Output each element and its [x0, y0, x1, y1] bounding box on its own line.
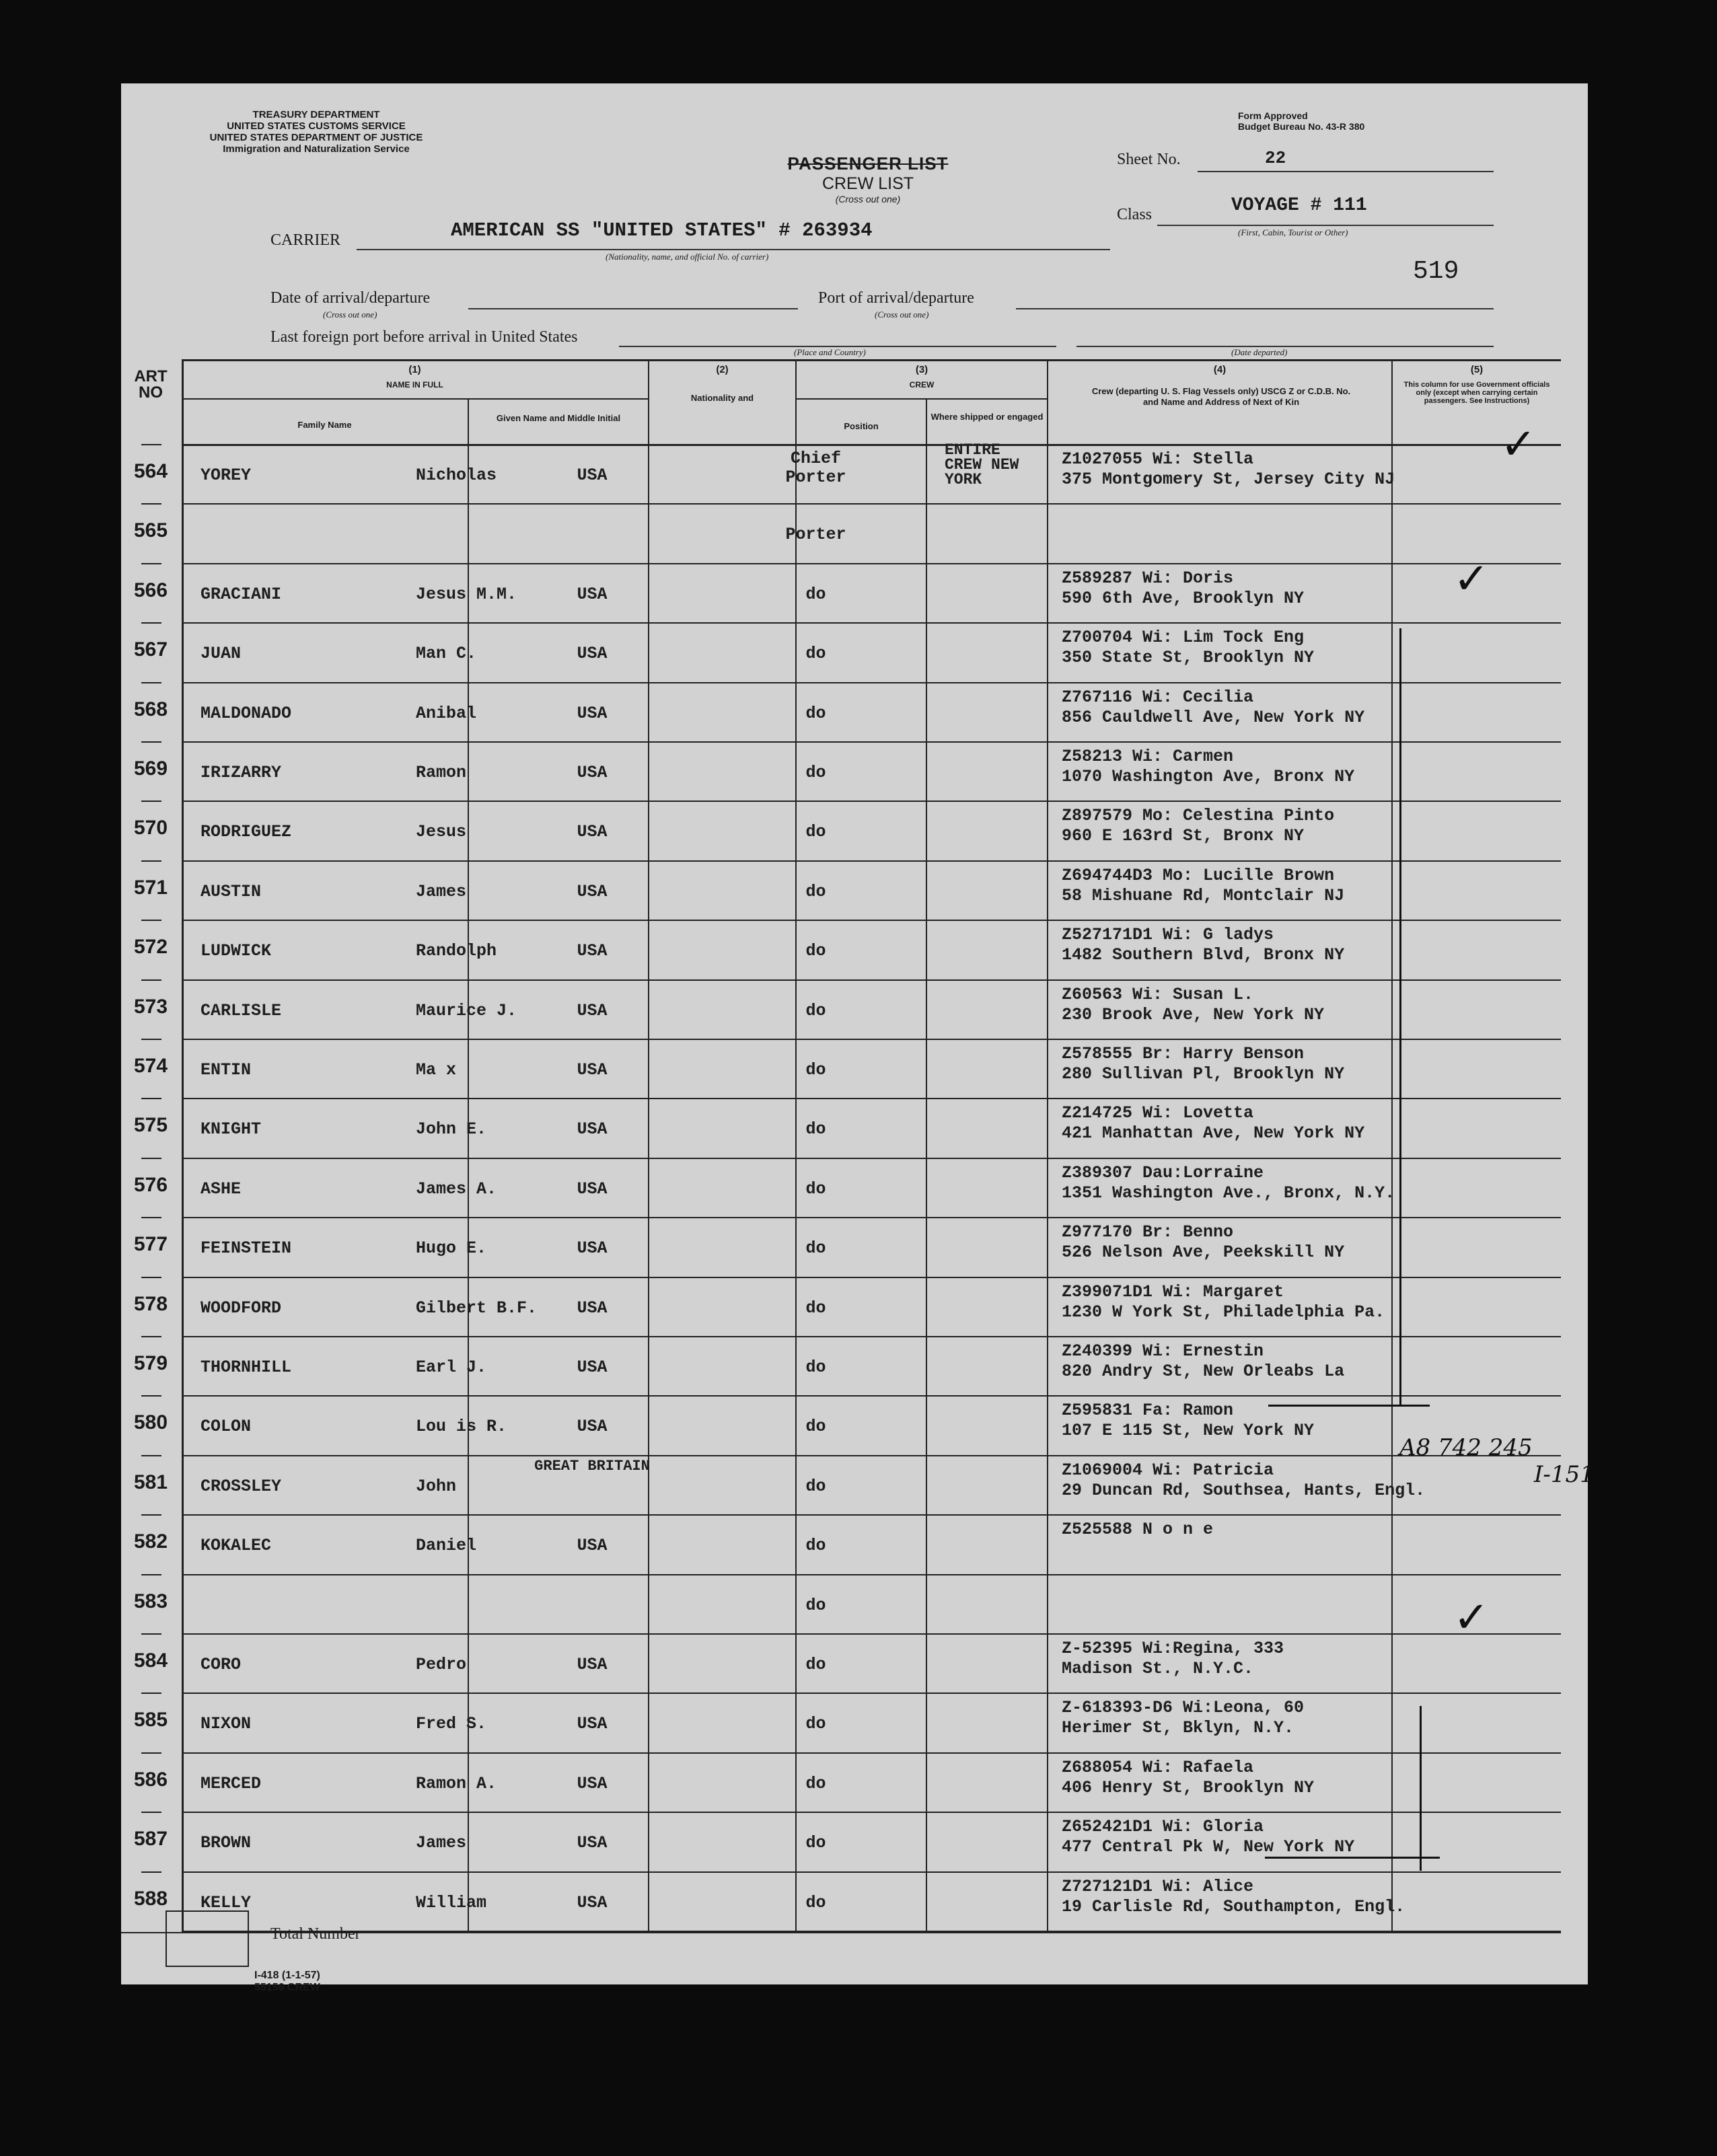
sheet-label: Sheet No.	[1117, 151, 1181, 168]
row-tick	[141, 1158, 161, 1159]
position: do	[805, 1000, 826, 1020]
family-name: ASHE	[200, 1179, 242, 1199]
date-departed-hint: (Date departed)	[1231, 347, 1288, 357]
port-line	[1016, 289, 1494, 309]
stamp-number: 519	[1413, 257, 1459, 286]
position: do	[805, 1476, 826, 1496]
row-number: 583	[133, 1590, 168, 1612]
row-tick	[141, 1514, 161, 1516]
position: do	[805, 763, 826, 782]
nationality-header: Nationality and	[690, 393, 754, 403]
nationality: USA	[577, 763, 608, 782]
given-name: Ma x	[416, 1060, 457, 1080]
passenger-list-struck: PASSENGER LIST	[787, 153, 949, 174]
row-number: 564	[133, 460, 168, 482]
given-name: James	[416, 881, 467, 901]
row-number: 576	[133, 1173, 168, 1196]
crew-id-kin: Z214725 Wi: Lovetta	[1062, 1103, 1254, 1123]
crew-id-kin: Z977170 Br: Benno	[1062, 1222, 1234, 1242]
kin-address: 1351 Washington Ave., Bronx, N.Y.	[1062, 1183, 1395, 1203]
crew-id-kin: Z-618393-D6 Wi:Leona, 60	[1062, 1698, 1305, 1718]
row-rule	[182, 1217, 1561, 1218]
agency-line: UNITED STATES DEPARTMENT OF JUSTICE	[209, 132, 423, 143]
kin-address: Herimer St, Bklyn, N.Y.	[1062, 1718, 1294, 1738]
nationality: USA	[577, 1892, 608, 1912]
position-header: Position	[844, 421, 879, 431]
family-name: RODRIGUEZ	[200, 822, 292, 842]
position: do	[805, 1714, 826, 1734]
given-name: Man C.	[416, 644, 477, 664]
port-label: Port of arrival/departure	[818, 289, 974, 307]
given-name: Randolph	[416, 941, 497, 961]
kin-address: 107 E 115 St, New York NY	[1062, 1421, 1315, 1441]
row-rule	[182, 1336, 1561, 1337]
position: Porter	[785, 525, 846, 545]
kin-address: 421 Manhattan Ave, New York NY	[1062, 1123, 1365, 1144]
kin-address: 29 Duncan Rd, Southsea, Hants, Engl.	[1062, 1480, 1426, 1500]
total-number-label: Total Number	[270, 1925, 361, 1943]
kin-address: 960 E 163rd St, Bronx NY	[1062, 826, 1305, 846]
kin-address: 1070 Washington Ave, Bronx NY	[1062, 767, 1355, 786]
position: do	[805, 1892, 826, 1912]
check-mark-icon: ✓	[1453, 1593, 1490, 1643]
row-number: 581	[133, 1471, 168, 1493]
port-hint: (Cross out one)	[875, 309, 929, 320]
kin-address: Madison St., N.Y.C.	[1062, 1659, 1254, 1678]
row-tick	[141, 1098, 161, 1099]
family-name: KOKALEC	[200, 1536, 272, 1556]
family-name: JUAN	[200, 644, 242, 664]
row-tick	[141, 1693, 161, 1694]
position: do	[805, 1298, 826, 1318]
given-name: Lou is R.	[416, 1417, 507, 1437]
row-rule	[182, 920, 1561, 921]
given-name: Hugo E.	[416, 1238, 487, 1259]
agency-line: UNITED STATES CUSTOMS SERVICE	[227, 120, 406, 132]
carrier-hint: (Nationality, name, and official No. of carrier)	[606, 252, 769, 262]
carrier-value: AMERICAN SS "UNITED STATES" # 263934	[451, 219, 873, 241]
given-name: Fred S.	[416, 1714, 487, 1734]
row-tick	[141, 1395, 161, 1397]
col5-number: (5)	[1470, 364, 1484, 375]
position: do	[805, 1358, 826, 1377]
given-name: William	[416, 1892, 487, 1912]
row-rule	[182, 1752, 1561, 1754]
carrier-label: CARRIER	[270, 231, 341, 249]
sheet-number: 22	[1265, 148, 1286, 168]
crew-id-kin: Z700704 Wi: Lim Tock Eng	[1062, 628, 1305, 648]
art-no-header: ART NO	[134, 367, 168, 402]
row-number: 575	[133, 1114, 168, 1137]
agency-line: TREASURY DEPARTMENT	[252, 109, 380, 120]
family-name: BROWN	[200, 1833, 252, 1853]
form-footer	[254, 1970, 320, 1994]
nationality: USA	[577, 1714, 608, 1734]
form-approved	[1238, 110, 1364, 132]
row-tick	[141, 1277, 161, 1278]
row-tick	[141, 979, 161, 981]
crew-id-kin: Z1027055 Wi: Stella	[1062, 449, 1254, 469]
position: do	[805, 1238, 826, 1259]
bracket-line-icon	[1399, 628, 1401, 1405]
total-number-box	[166, 1910, 249, 1967]
agency-block	[161, 109, 471, 155]
annotation-alien-number: A8 742 245	[1399, 1434, 1533, 1461]
crew-id-kin: Z58213 Wi: Carmen	[1062, 747, 1234, 766]
row-rule	[182, 1514, 1561, 1516]
officials-header: This column for use Government officials only (except when carrying certain passengers. See Instructions)	[1403, 381, 1550, 405]
kin-address: 1482 Southern Blvd, Bronx NY	[1062, 945, 1345, 965]
row-number: 579	[133, 1352, 168, 1374]
row-rule	[182, 622, 1561, 624]
crew-id-kin: Z727121D1 Wi: Alice	[1062, 1876, 1254, 1896]
given-name: John E.	[416, 1119, 487, 1140]
kin-address: 1230 W York St, Philadelphia Pa.	[1062, 1302, 1385, 1322]
kin-address: 375 Montgomery St, Jersey City NJ	[1062, 470, 1395, 489]
family-name: FEINSTEIN	[200, 1238, 292, 1259]
crew-id-kin: Z688054 Wi: Rafaela	[1062, 1757, 1254, 1777]
crew-id-kin: Z652421D1 Wi: Gloria	[1062, 1817, 1264, 1837]
family-name: NIXON	[200, 1714, 252, 1734]
row-rule	[182, 1455, 1561, 1456]
crew-id-kin: Z240399 Wi: Ernestin	[1062, 1341, 1264, 1361]
row-tick	[141, 860, 161, 862]
family-name: KNIGHT	[200, 1119, 262, 1140]
row-rule	[182, 979, 1561, 981]
family-name: WOODFORD	[200, 1298, 282, 1318]
row-tick	[141, 682, 161, 683]
sheet-line	[1198, 151, 1494, 172]
row-rule	[182, 860, 1561, 862]
row-tick	[141, 741, 161, 743]
row-rule	[182, 1633, 1561, 1635]
crew-id-kin: Z1069004 Wi: Patricia	[1062, 1460, 1274, 1480]
nationality: USA	[577, 466, 608, 485]
row-number: 588	[133, 1887, 168, 1910]
row-number: 569	[133, 757, 168, 780]
row-number: 565	[133, 519, 168, 542]
given-name: Daniel	[416, 1536, 477, 1556]
family-name: COLON	[200, 1417, 252, 1437]
crew-id-kin: Z527171D1 Wi: G ladys	[1062, 925, 1274, 945]
row-number: 585	[133, 1709, 168, 1732]
col4-number: (4)	[1213, 364, 1227, 375]
family-name: MERCED	[200, 1773, 262, 1793]
position: do	[805, 644, 826, 664]
kin-address: 820 Andry St, New Orleabs La	[1062, 1362, 1345, 1381]
nationality: USA	[577, 881, 608, 901]
agency-line: Immigration and Naturalization Service	[223, 143, 410, 155]
nationality: USA	[577, 1119, 608, 1140]
row-rule	[182, 1158, 1561, 1159]
kin-address: 19 Carlisle Rd, Southampton, Engl.	[1062, 1896, 1405, 1917]
kin-address: 856 Cauldwell Ave, New York NY	[1062, 707, 1365, 727]
class-value: VOYAGE # 111	[1231, 195, 1367, 216]
nationality: USA	[577, 1417, 608, 1437]
kin-address: 350 State St, Brooklyn NY	[1062, 648, 1315, 668]
row-rule	[182, 1574, 1561, 1575]
last-port-label: Last foreign port before arrival in United States	[270, 328, 578, 346]
date-line	[468, 289, 798, 309]
position: do	[805, 1179, 826, 1199]
row-rule	[182, 682, 1561, 683]
row-number: 567	[133, 638, 168, 661]
row-rule	[182, 741, 1561, 743]
last-port-line	[619, 327, 1056, 347]
row-tick	[141, 622, 161, 624]
crew-id-kin: Z-52395 Wi:Regina, 333	[1062, 1639, 1284, 1658]
position: do	[805, 1833, 826, 1853]
position: do	[805, 822, 826, 842]
date-hint: (Cross out one)	[323, 309, 377, 320]
family-name: LUDWICK	[200, 941, 272, 961]
row-number: 566	[133, 579, 168, 601]
row-tick	[141, 444, 161, 445]
position: do	[805, 703, 826, 723]
row-tick	[141, 1039, 161, 1040]
row-rule	[182, 563, 1561, 564]
kin-address: 58 Mishuane Rd, Montclair NJ	[1062, 885, 1345, 905]
nationality: USA	[577, 1298, 608, 1318]
position: do	[805, 1773, 826, 1793]
row-number: 586	[133, 1768, 168, 1791]
class-label: Class	[1117, 206, 1153, 223]
nationality: USA	[577, 1179, 608, 1199]
nationality: USA	[577, 1060, 608, 1080]
position: do	[805, 1119, 826, 1140]
crew-id-kin: Z60563 Wi: Susan L.	[1062, 984, 1254, 1004]
crew-list-sheet	[121, 83, 1595, 1993]
nationality: USA	[577, 584, 608, 604]
position: do	[805, 584, 826, 604]
nationality: USA	[577, 1833, 608, 1853]
crew-id-kin: Z767116 Wi: Cecilia	[1062, 687, 1254, 707]
row-rule	[182, 1395, 1561, 1397]
row-number: 574	[133, 1055, 168, 1077]
position: do	[805, 1655, 826, 1674]
row-rule	[182, 801, 1561, 802]
row-number: 572	[133, 936, 168, 959]
row-tick	[141, 1336, 161, 1337]
row-number: 580	[133, 1411, 168, 1434]
kin-address: 230 Brook Ave, New York NY	[1062, 1004, 1325, 1025]
crew-kin-header: Crew (departing U. S. Flag Vessels only) USCG Z or C.D.B. No. and Name and Address of Next of Kin	[1091, 386, 1351, 407]
nationality: USA	[577, 1536, 608, 1556]
crew-id-kin: Z399071D1 Wi: Margaret	[1062, 1281, 1284, 1302]
name-in-full-header: NAME IN FULL	[386, 380, 443, 389]
class-hint: (First, Cabin, Tourist or Other)	[1238, 227, 1348, 237]
check-mark-icon: ✓	[1453, 554, 1490, 604]
nationality: USA	[577, 1000, 608, 1020]
col1-number: (1)	[408, 364, 421, 375]
family-name: KELLY	[200, 1892, 252, 1912]
given-name: Ramon	[416, 763, 467, 782]
row-rule	[182, 1098, 1561, 1099]
position: do	[805, 941, 826, 961]
family-name: CORO	[200, 1655, 242, 1674]
nationality: USA	[577, 1655, 608, 1674]
family-name: IRIZARRY	[200, 763, 282, 782]
row-rule	[182, 1693, 1561, 1694]
position: do	[805, 881, 826, 901]
family-name-header: Family Name	[297, 420, 352, 430]
nationality: USA	[577, 1773, 608, 1793]
where-shipped-header: Where shipped or engaged	[930, 412, 1044, 422]
given-name: Gilbert B.F.	[416, 1298, 538, 1318]
bracket-foot-icon	[1268, 1405, 1430, 1407]
row-tick	[141, 1752, 161, 1754]
cross-out-hint: (Cross out one)	[835, 194, 901, 205]
row-number: 577	[133, 1233, 168, 1256]
row-number: 570	[133, 817, 168, 840]
row-number: 571	[133, 876, 168, 899]
given-name: Anibal	[416, 703, 477, 723]
given-name: Maurice J.	[416, 1000, 517, 1020]
position: do	[805, 1417, 826, 1437]
where-shipped-value: ENTIRE CREW NEW YORK	[945, 441, 1019, 488]
row-number: 578	[133, 1292, 168, 1315]
row-number: 582	[133, 1530, 168, 1553]
given-name: Pedro	[416, 1655, 467, 1674]
given-name: Jesus M.M.	[416, 584, 517, 604]
family-name: YOREY	[200, 466, 252, 485]
row-number: 573	[133, 995, 168, 1018]
crew-table	[121, 359, 1588, 1933]
date-departed-line	[1076, 327, 1494, 347]
kin-address: 280 Sullivan Pl, Brooklyn NY	[1062, 1064, 1345, 1084]
given-name: James	[416, 1833, 467, 1853]
crew-list-title: CREW LIST	[821, 174, 914, 193]
row-tick	[141, 503, 161, 505]
given-name: Jesus	[416, 822, 467, 842]
col3-number: (3)	[915, 364, 928, 375]
form-approved-line: Budget Bureau No. 43-R 380	[1238, 121, 1365, 132]
form-approved-line: Form Approved	[1238, 110, 1308, 121]
kin-address: 590 6th Ave, Brooklyn NY	[1062, 588, 1305, 608]
given-name: Earl J.	[416, 1358, 487, 1377]
nationality: USA	[577, 644, 608, 664]
family-name: CARLISLE	[200, 1000, 282, 1020]
row-rule	[182, 1277, 1561, 1278]
row-number: 587	[133, 1828, 168, 1851]
nationality: USA	[577, 822, 608, 842]
row-tick	[141, 1455, 161, 1456]
crew-id-kin: Z525588 N o n e	[1062, 1520, 1214, 1540]
position: do	[805, 1060, 826, 1080]
list-title	[754, 153, 982, 205]
crew-header: CREW	[909, 380, 935, 389]
nationality: USA	[577, 1358, 608, 1377]
row-tick	[141, 1812, 161, 1813]
row-rule	[182, 503, 1561, 505]
given-name: Nicholas	[416, 466, 497, 485]
annotation-form: I-151	[1534, 1461, 1595, 1488]
crew-rows	[121, 359, 1588, 1933]
family-name: CROSSLEY	[200, 1476, 282, 1496]
position: do	[805, 1595, 826, 1615]
crew-id-kin: Z694744D3 Mo: Lucille Brown	[1062, 865, 1335, 885]
row-tick	[141, 1633, 161, 1635]
row-tick	[141, 1871, 161, 1873]
row-rule	[182, 1871, 1561, 1873]
date-label: Date of arrival/departure	[270, 289, 431, 307]
crew-id-kin: Z595831 Fa: Ramon	[1062, 1401, 1234, 1421]
row-number: 568	[133, 698, 168, 720]
bracket-line-icon	[1420, 1706, 1422, 1871]
position: do	[805, 1536, 826, 1556]
check-mark-icon: ✓	[1500, 420, 1537, 470]
row-number: 584	[133, 1649, 168, 1672]
col2-number: (2)	[716, 364, 729, 375]
given-name: John	[416, 1476, 457, 1496]
kin-address: 477 Central Pk W, New York NY	[1062, 1837, 1355, 1857]
row-tick	[141, 920, 161, 921]
family-name: GRACIANI	[200, 584, 282, 604]
place-hint: (Place and Country)	[794, 347, 866, 357]
given-name: James A.	[416, 1179, 497, 1199]
crew-id-kin: Z589287 Wi: Doris	[1062, 568, 1234, 588]
family-name: THORNHILL	[200, 1358, 292, 1377]
crew-id-kin: Z389307 Dau:Lorraine	[1062, 1162, 1264, 1183]
crew-id-kin: Z897579 Mo: Celestina Pinto	[1062, 806, 1335, 826]
row-rule	[182, 1039, 1561, 1040]
nationality: GREAT BRITAIN	[534, 1457, 650, 1475]
nationality: USA	[577, 1238, 608, 1259]
family-name: AUSTIN	[200, 881, 262, 901]
form-number: I-418 (1-1-57)	[254, 1970, 320, 1981]
row-rule	[182, 1812, 1561, 1813]
bracket-foot-icon	[1265, 1857, 1440, 1859]
position: Chief Porter	[785, 449, 846, 487]
row-tick	[141, 1574, 161, 1575]
kin-address: 406 Henry St, Brooklyn NY	[1062, 1777, 1315, 1797]
nationality: USA	[577, 703, 608, 723]
row-rule	[182, 1931, 1561, 1932]
row-tick	[141, 563, 161, 564]
given-name: Ramon A.	[416, 1773, 497, 1793]
kin-address: 526 Nelson Ave, Peekskill NY	[1062, 1242, 1345, 1263]
family-name: MALDONADO	[200, 703, 292, 723]
form-code: 55156 CREW	[254, 1982, 320, 1993]
row-tick	[141, 801, 161, 802]
family-name: ENTIN	[200, 1060, 252, 1080]
crew-id-kin: Z578555 Br: Harry Benson	[1062, 1044, 1305, 1064]
given-name-header: Given Name and Middle Initial	[496, 413, 621, 423]
nationality: USA	[577, 941, 608, 961]
row-tick	[141, 1217, 161, 1218]
